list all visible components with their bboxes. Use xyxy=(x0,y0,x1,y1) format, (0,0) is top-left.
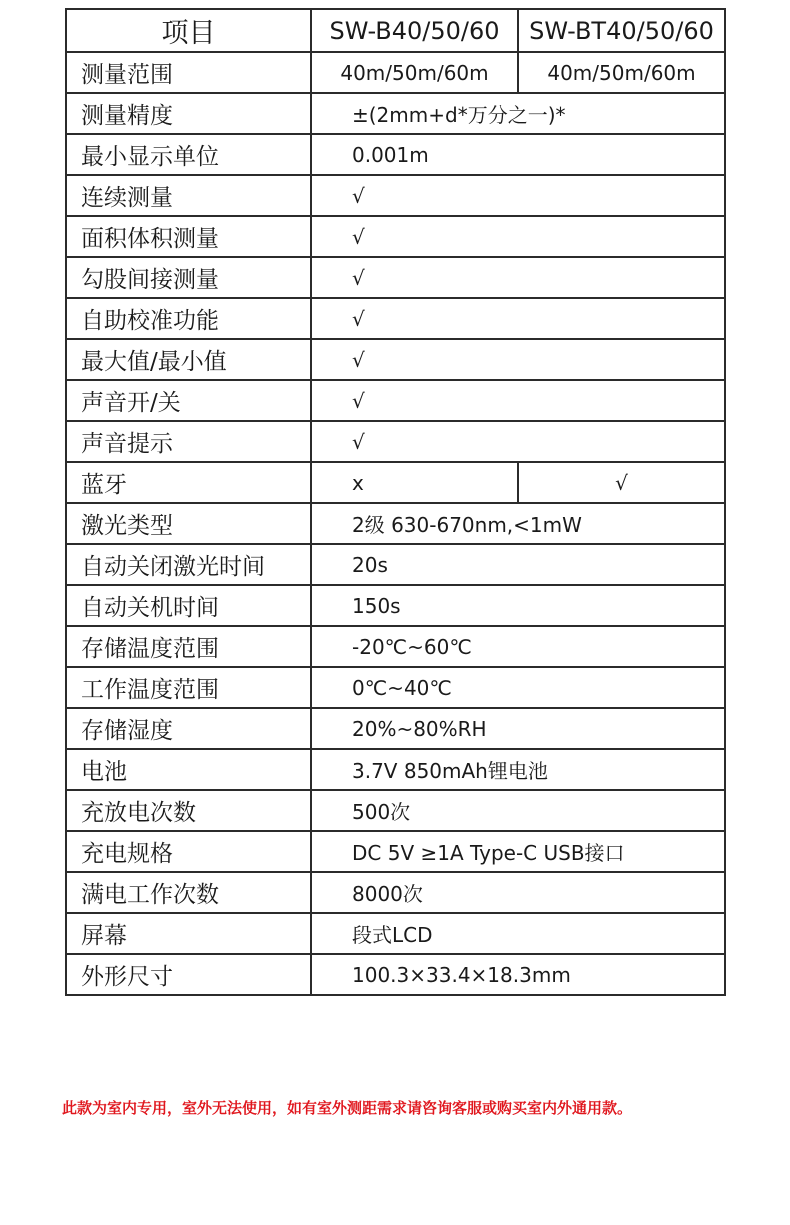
table-row xyxy=(66,380,725,421)
row-value: 150s xyxy=(311,585,725,626)
table-row xyxy=(66,462,725,503)
row-value: 500次 xyxy=(311,790,725,831)
row-label: 充放电次数 xyxy=(66,790,311,831)
table-row xyxy=(66,954,725,995)
row-label: 自助校准功能 xyxy=(66,298,311,339)
row-label: 存储湿度 xyxy=(66,708,311,749)
table-row xyxy=(66,421,725,462)
table-row xyxy=(66,626,725,667)
row-label: 自动关机时间 xyxy=(66,585,311,626)
row-label: 蓝牙 xyxy=(66,462,311,503)
row-value-b: 40m/50m/60m xyxy=(311,52,518,93)
row-label: 工作温度范围 xyxy=(66,667,311,708)
row-value: √ xyxy=(311,298,725,339)
row-value: 20%~80%RH xyxy=(311,708,725,749)
row-label: 测量精度 xyxy=(66,93,311,134)
header-model-bt: SW-BT40/50/60 xyxy=(518,9,725,52)
table-row xyxy=(66,52,725,93)
row-value: √ xyxy=(311,257,725,298)
table-row xyxy=(66,913,725,954)
row-value: 2级 630-670nm,<1mW xyxy=(311,503,725,544)
row-value: 段式LCD xyxy=(311,913,725,954)
row-label: 声音提示 xyxy=(66,421,311,462)
row-value: 100.3×33.4×18.3mm xyxy=(311,954,725,995)
table-row xyxy=(66,298,725,339)
row-value-bt: 40m/50m/60m xyxy=(518,52,725,93)
table-row xyxy=(66,93,725,134)
spec-table xyxy=(65,8,726,996)
row-value: 0.001m xyxy=(311,134,725,175)
row-label: 满电工作次数 xyxy=(66,872,311,913)
row-label: 勾股间接测量 xyxy=(66,257,311,298)
header-model-b: SW-B40/50/60 xyxy=(311,9,518,52)
table-row xyxy=(66,339,725,380)
row-label: 屏幕 xyxy=(66,913,311,954)
indoor-use-notice: 此款为室内专用，室外无法使用，如有室外测距需求请咨询客服或购买室内外通用款。 xyxy=(62,1099,633,1117)
table-row xyxy=(66,216,725,257)
table-row xyxy=(66,134,725,175)
row-label: 外形尺寸 xyxy=(66,954,311,995)
row-label: 测量范围 xyxy=(66,52,311,93)
table-row xyxy=(66,708,725,749)
row-value: √ xyxy=(311,339,725,380)
row-value: -20℃~60℃ xyxy=(311,626,725,667)
row-label: 激光类型 xyxy=(66,503,311,544)
row-value: 20s xyxy=(311,544,725,585)
row-value: √ xyxy=(311,175,725,216)
row-label: 最小显示单位 xyxy=(66,134,311,175)
row-value-b: x xyxy=(311,462,518,503)
row-label: 连续测量 xyxy=(66,175,311,216)
table-row xyxy=(66,790,725,831)
table-row xyxy=(66,667,725,708)
row-value: DC 5V ≥1A Type-C USB接口 xyxy=(311,831,725,872)
table-row xyxy=(66,872,725,913)
table-header-row xyxy=(66,9,725,52)
row-label: 自动关闭激光时间 xyxy=(66,544,311,585)
row-label: 声音开/关 xyxy=(66,380,311,421)
table-row xyxy=(66,503,725,544)
table-row xyxy=(66,175,725,216)
table-row xyxy=(66,257,725,298)
row-label: 最大值/最小值 xyxy=(66,339,311,380)
row-label: 面积体积测量 xyxy=(66,216,311,257)
table-row xyxy=(66,749,725,790)
row-value: √ xyxy=(311,421,725,462)
row-value: 3.7V 850mAh锂电池 xyxy=(311,749,725,790)
header-item: 项目 xyxy=(66,9,311,52)
row-value: √ xyxy=(311,380,725,421)
table-row xyxy=(66,585,725,626)
row-value-bt: √ xyxy=(518,462,725,503)
row-label: 充电规格 xyxy=(66,831,311,872)
table-row xyxy=(66,831,725,872)
row-value: 0℃~40℃ xyxy=(311,667,725,708)
table-row xyxy=(66,544,725,585)
row-value: ±(2mm+d*万分之一)* xyxy=(311,93,725,134)
row-label: 存储温度范围 xyxy=(66,626,311,667)
row-label: 电池 xyxy=(66,749,311,790)
row-value: √ xyxy=(311,216,725,257)
row-value: 8000次 xyxy=(311,872,725,913)
